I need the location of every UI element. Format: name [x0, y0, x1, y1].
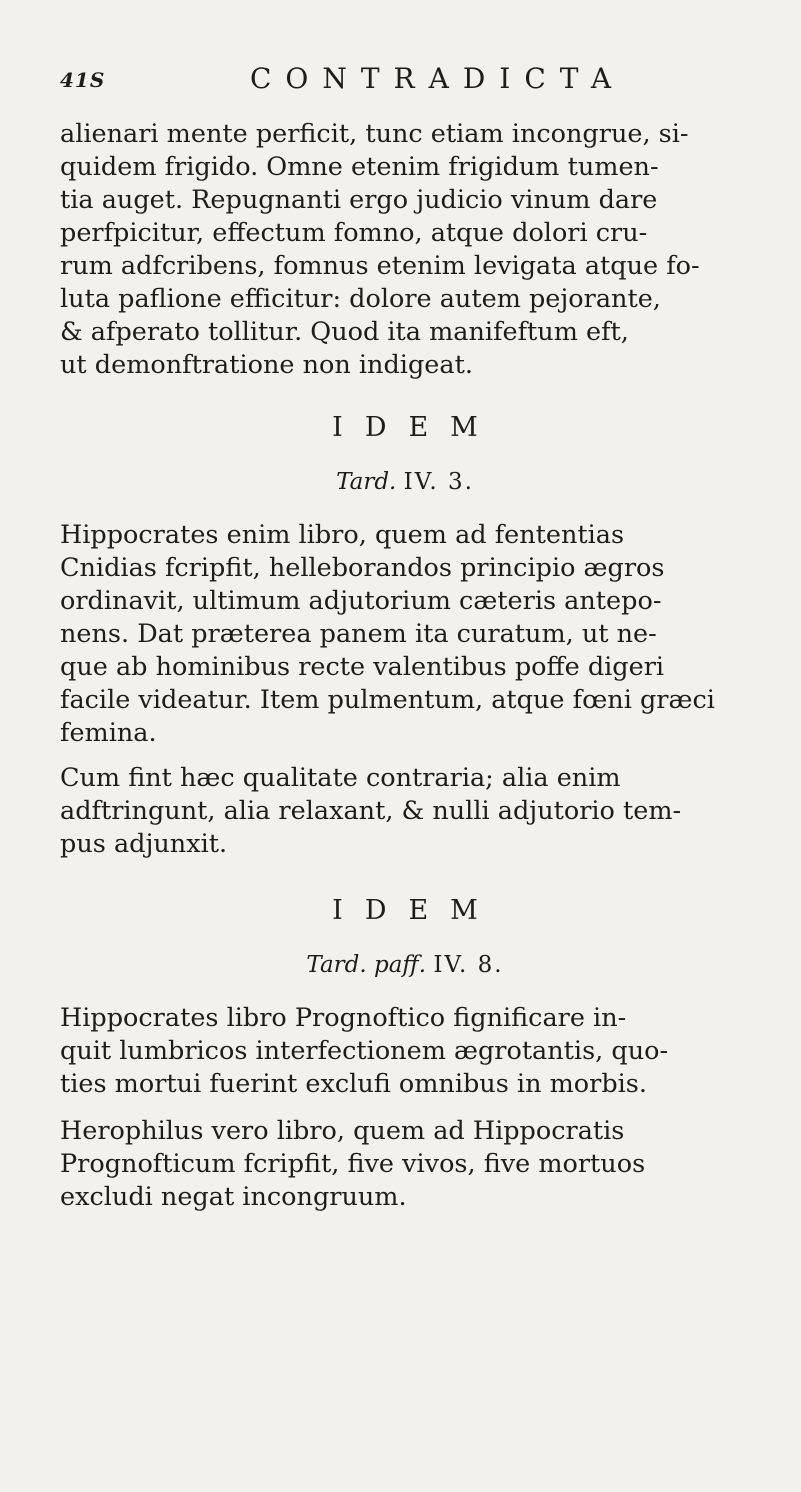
text-line: rum adfcribens, fomnus etenim levigata atque fo- [60, 251, 700, 281]
text-line: ties mortui fuerint exclufi omnibus in morbis. [60, 1069, 647, 1099]
running-title: CONTRADICTA [250, 62, 626, 95]
text-line: tia auget. Repugnanti ergo judicio vinum dare [60, 185, 658, 215]
text-line: ordinavit, ultimum adjutorium cæteris antepo- [60, 586, 662, 616]
text-line: Cnidias fcripfit, helleborandos principio ægros [60, 553, 665, 583]
text-line: alienari mente perficit, tunc etiam incongrue, si- [60, 119, 689, 149]
section-reference-1 [60, 469, 750, 495]
section-reference-2 [60, 952, 750, 978]
paragraph-1 [60, 118, 750, 382]
reference-number: IV. 3. [403, 469, 474, 495]
page-number: 41S [60, 68, 106, 92]
text-line: pus adjunxit. [60, 829, 228, 859]
section-heading-2: IDEM [332, 895, 500, 926]
text-line: ut demonftratione non indigeat. [60, 350, 473, 380]
text-line: quidem frigido. Omne etenim frigidum tumen- [60, 152, 659, 182]
reference-number: IV. 8. [433, 952, 504, 978]
text-line: nens. Dat præterea panem ita curatum, ut ne- [60, 619, 657, 649]
text-line: Hippocrates enim libro, quem ad fententias [60, 520, 625, 550]
text-line: adftringunt, alia relaxant, & nulli adjutorio tem- [60, 796, 682, 826]
text-line: perfpicitur, effectum fomno, atque dolori cru- [60, 218, 648, 248]
reference-source: Tard. paff. [306, 952, 427, 978]
text-line: luta paflione efficitur: dolore autem pejorante, [60, 284, 661, 314]
running-head [60, 62, 740, 102]
text-line: facile videatur. Item pulmentum, atque fœni græci [60, 685, 715, 715]
paragraph-2 [60, 519, 750, 750]
reference-source: Tard. [336, 469, 397, 495]
text-line: Hippocrates libro Prognoftico fignificare in- [60, 1003, 627, 1033]
paragraph-3 [60, 762, 750, 861]
text-line: Cum fint hæc qualitate contraria; alia enim [60, 763, 621, 793]
section-heading-1: IDEM [332, 412, 500, 443]
text-line: & afperato tollitur. Quod ita manifeftum eft, [60, 317, 629, 347]
body-text [60, 118, 750, 1214]
text-line: que ab hominibus recte valentibus poffe digeri [60, 652, 665, 682]
text-line: Prognofticum fcripfit, five vivos, five mortuos [60, 1149, 646, 1179]
paragraph-5 [60, 1115, 750, 1214]
text-line: femina. [60, 718, 157, 748]
text-line: Herophilus vero libro, quem ad Hippocratis [60, 1116, 625, 1146]
paragraph-4 [60, 1002, 750, 1101]
text-line: excludi negat incongruum. [60, 1182, 407, 1212]
text-line: quit lumbricos interfectionem ægrotantis, quo- [60, 1036, 669, 1066]
